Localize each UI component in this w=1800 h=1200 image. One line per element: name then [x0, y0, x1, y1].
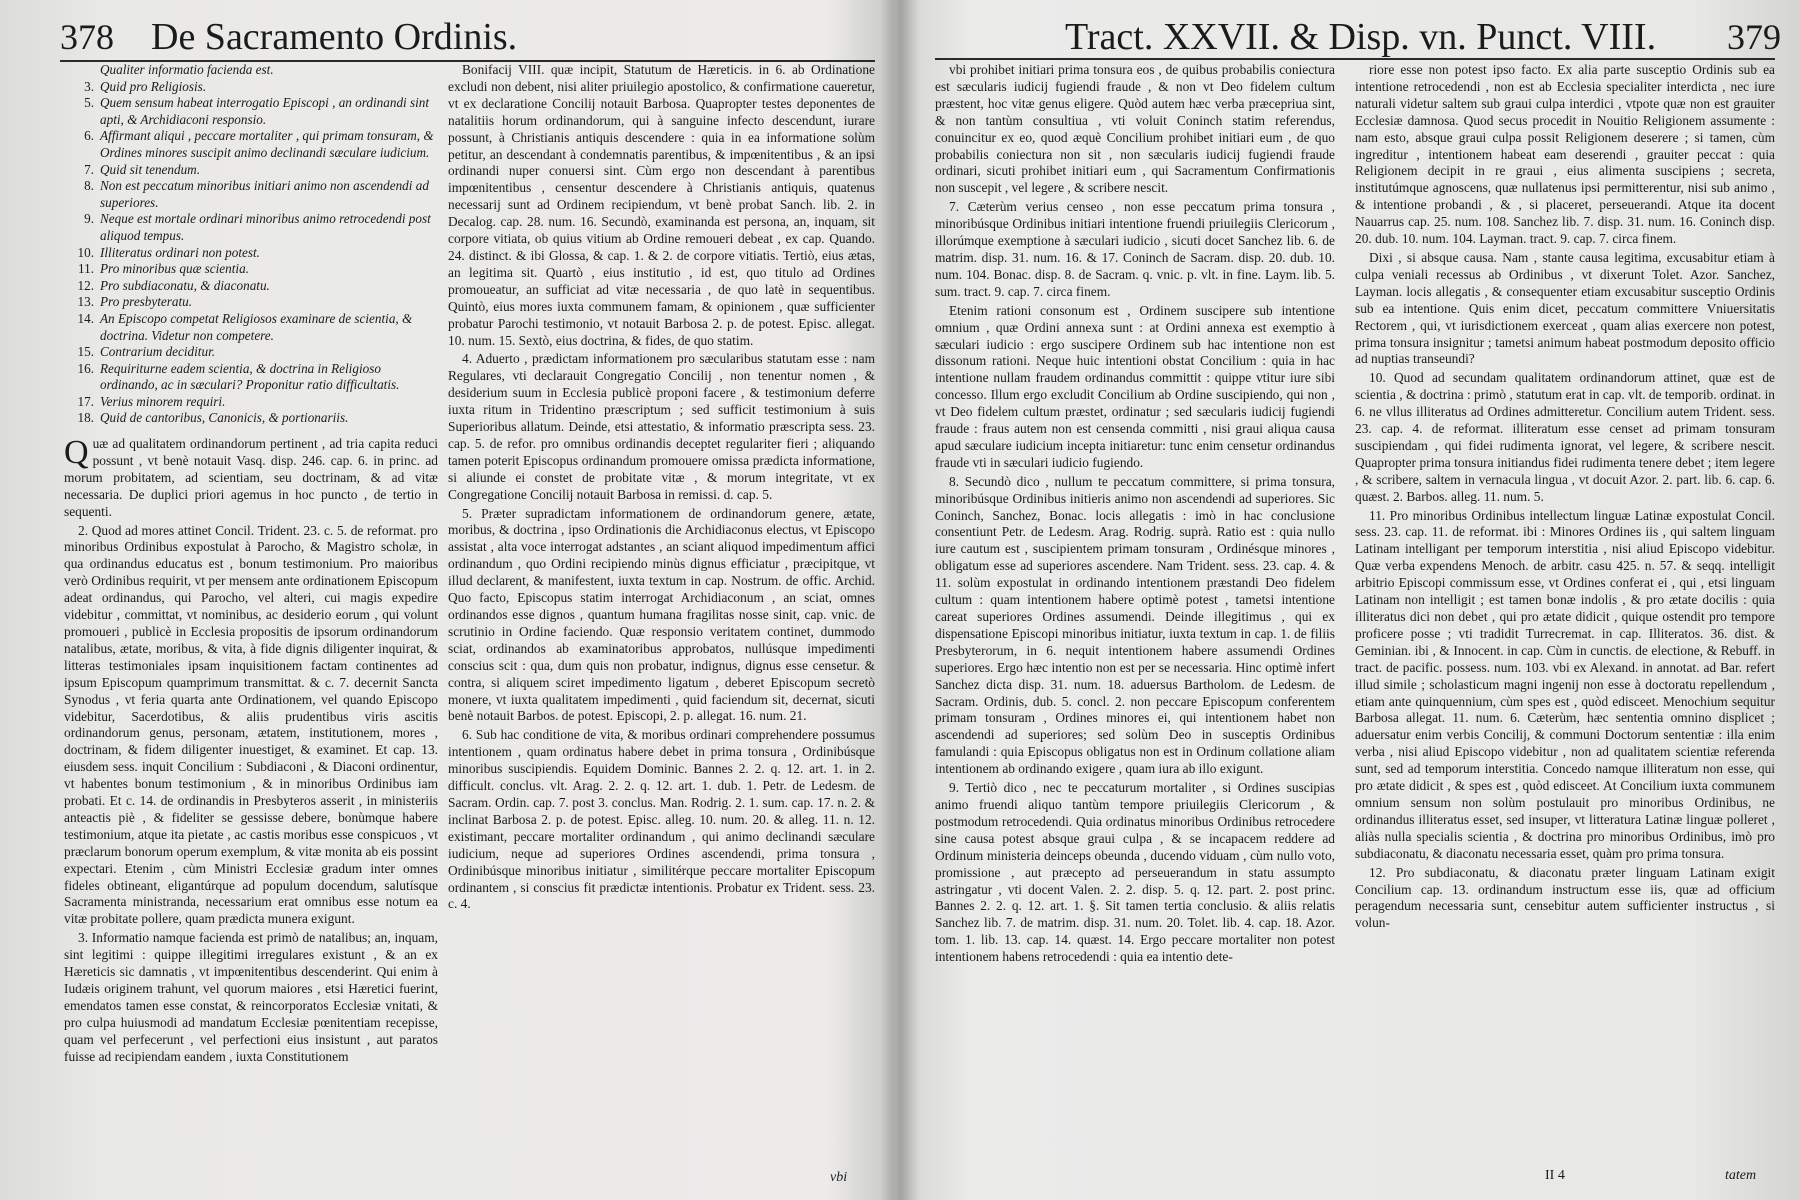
summary-entry — [58, 361, 438, 394]
summary-entry-number: 13. — [77, 294, 94, 310]
paragraph: 8. Secundò dico , nullum te peccatum committere, si prima tonsura, minoribúsque Ordinibus initieris animo non ascendendi ad superiores. Sic Coninch, Sanchez, Bonac. locis allegatis : imò in hac conclusione consentiunt Petr. de Ledesm. Arag. Rodrig. suprà. Ratio est : quia nullo iure cautum est , suscipientem primam tonsuram , Ordinésque minores , obligatum esse ad superiores ascendere. Nam Trident. sess. 23. cap. 4. & 11. solùm expostulat in ordinando intentionem præstandi Deo fidelem cultum : quam intentionem habere optimè potest , tametsi intentione careat superiores Ordines assumendi. Deinde illegitimus , qui ex dispensatione Episcopi minoribus initiatur, iuxta textum in cap. 1. de filiis Presbyterorum, in 6. nequit intentionem habere assumendi Ordines superiores. Ergo hæc intentio non est per se necessaria. Hinc optimè infert Sanchez dicta disp. 31. num. 18. aduersus Bartholom. de Ledesm. de Sacram. Ordinis, dub. 5. concl. 2. non peccare Episcopum conferentem primam tonsuram , Ordines minores ei, qui intentionem habet non ascendendi ad superiores; sed solùm Deo in susceptis Ordinibus famulandi : quia Episcopus obligatus non est in Ordinum collatione aliam intentionem ab ordinando exigere , quam iura ab illo exigunt. — [935, 473, 1335, 777]
left-page-number: 378 — [60, 17, 114, 57]
right-column-1 — [935, 62, 1335, 1180]
left-page — [0, 0, 895, 1200]
summary-entry-number: 6. — [84, 128, 94, 144]
summary-entry-text: Pro minoribus quæ scientia. — [100, 261, 249, 277]
summary-entry-text: Pro presbyteratu. — [100, 294, 193, 310]
summary-entry — [58, 261, 438, 278]
summary-entry — [58, 344, 438, 361]
paragraph: 12. Pro subdiaconatu, & diaconatu præter linguam Latinam exigit Concilium cap. 13. ordinandum instructum esse iis, quæ ad officium peragendum necessaria sunt, censebitur autem sufficienter instructus , si volun- — [1355, 864, 1775, 931]
right-column-2 — [1355, 62, 1775, 1167]
summary-entry — [58, 178, 438, 211]
summary-entry-text: Quem sensum habeat interrogatio Episcopi , an ordinandi sint apti, & Archidiaconi responsio. — [100, 95, 430, 127]
paragraph: 7. Cæterùm verius censeo , non esse peccatum prima tonsura , minoribúsque Ordinibus initiari intentione fruendi priuilegiis Clericorum , illorúmque exemptione à sæculari iudicio , sicuti docet Sanchez lib. 6. de matrim. disp. 31. num. 16. & 17. Coninch de Sacram. disp. 20. dub. 10. num. 104. Bonac. disp. 8. de Sacram. q. vnic. p. vlt. in fine. Laym. lib. 5. sum. tract. 9. cap. 7. circa finem. — [935, 199, 1335, 299]
summary-entry-number: 17. — [77, 393, 94, 409]
paragraph: Bonifacij VIII. quæ incipit, Statutum de Hæreticis. in 6. ab Ordinatione excludi non debent, nisi aliter priuilegio apostolico, & confirmatione caueretur, vt ex declaratione Concilij notauit Barbosa. Quapropter testes deponentes de natalitiis horum ordinandorum, qui à sanguine infecto descendunt, iurare possunt, à Christianis antiquis descendere : quia in ea informatione solùm petitur, an descendant à condemnatis parentibus, & impœnitentibus , & an ipsi ordinandi nuper conuersi sint. Cùm ergo non descendant à parentibus impœnitentibus , censentur descendere à Christianis antiquis, quatenus necessarij sunt ad Ordinem recipiendum, vt benè probat Sanch. lib. 2. in Decalog. cap. 28. num. 16. Secundò, examinanda est persona, an, inquam, sit corpore vitiata, ob quius vitium ab Ordine remoueri debeat , ex cap. Quando. 24. distinct. & ibi Glossa, & cap. 1. & 2. de corpore vitiatis. Tertiò, eius ætas, an legitima sit. Quartò , eius institutio , id est, quo titulo ad Ordines promoueatur, an sufficiat ad vitæ necessaria , de quo latè in sequentibus. Quintò, eius mores iuxta communem famam, & opinionem , quæ sufficienter probatur Parochi testimonio, vt notauit Barbosa 2. p. de potest. Episc. allegat. 10. num. 15. Sextò, eius doctrina, & fides, de quo statim. — [448, 62, 875, 348]
summary-entry-text: An Episcopo competat Religiosos examinare de scientia, & doctrina. Videtur non competere. — [100, 310, 413, 343]
summary-entry-text: Affirmant aliqui , peccare mortaliter , qui primam tonsuram, & Ordines minores suscipit animo declinandi sæculare iudicium. — [100, 128, 434, 160]
summary-entry — [58, 128, 438, 161]
summary-entry — [58, 311, 438, 344]
left-column-2 — [448, 62, 875, 1170]
paragraph: 3. Informatio namque facienda est primò de natalibus; an, inquam, sint legitimi : quippe illegitimi irregulares existunt , & an ex Hæreticis sic damnatis , vt impœnitentibus descenderint. Qui enim à Iudæis originem trahunt, vel quorum maiores , etsi Hæretici fuerint, emendatos tamen esse constat, & reincorporatos Ecclesiæ vnitati, & pro culpa huiusmodi ad mandatum Ecclesiæ pœnitentiam recepisse, quam vel perfecerunt , vel perfectioni eius insistunt , aut paratos fuisse ad recipiendam eandem , iuxta Constitutionem — [64, 930, 438, 1064]
summary-entry-number: 8. — [84, 178, 94, 194]
left-catchword: vbi — [830, 1170, 848, 1185]
right-header-rule — [935, 58, 1775, 60]
paragraph: 10. Quod ad secundam qualitatem ordinandorum attinet, quæ est de scientia , & doctrina : primò , statutum erat in cap. vlt. de temporib. ordinat. in 6. ne vllus illiteratus ad Ordines admitteretur. Concilium autem Trident. sess. 23. cap. 4. de reformat. illiteratum esse censet ad primam tonsuram suscipiendam , qui fidei rudimenta ignorat, vel legere, & scribere nescit. Quapropter prima tonsura initiandus fidei rudimenta tenere debet ; item legere , & scribere, saltem in vernacula lingua , vt docuit Azor. 2. part. lib. 6. cap. 6. quæst. 2. Barbos. alleg. 11. num. 5. — [1355, 370, 1775, 504]
summary-entry — [58, 62, 438, 79]
summary-entry-text: Quid de cantoribus, Canonicis, & portionariis. — [100, 410, 349, 426]
right-signature-mark: II 4 — [1545, 1168, 1565, 1183]
summary-entry-number: 12. — [77, 277, 94, 293]
summary-entry-number: 3. — [84, 78, 94, 94]
left-column-1 — [64, 436, 438, 1182]
summary-entry-number: 5. — [84, 95, 94, 111]
right-page — [905, 0, 1800, 1200]
summary-entry-number: 9. — [84, 211, 94, 227]
left-running-title: De Sacramento Ordinis. — [151, 16, 518, 58]
summary-entry — [58, 79, 438, 96]
summary-entry — [58, 278, 438, 295]
paragraph: 9. Tertiò dico , nec te peccaturum mortaliter , si Ordines suscipias animo fruendi aliquo tantùm tempore priuilegiis Clericorum , & postmodum retrocedendi. Quia ordinatus minoribus Ordinibus retrocedere sine causa potest absque graui culpa , & se incapacem reddere ad Ordinum ministeria deinceps obeunda , ducendo viduam , cùm nullo voto, promissione , aut præcepto ad perseuerandum in statu assumpto astringatur , vti docent Valen. 2. 2. disp. 5. q. 12. part. 2. post princ. Bannes 2. 2. q. 12. art. 1. §. Sit tamen tertia conclusio. & aliis relatis Sanchez lib. 7. de matrim. disp. 31. num. 20. Tolet. lib. 4. cap. 18. Azor. tom. 1. lib. 13. cap. 14. quæst. 14. Ergo peccare mortaliter non potest intentionem habens retrocedendi : quia ea intentio dete- — [935, 780, 1335, 965]
summary-entry — [58, 410, 438, 427]
paragraph: riore esse non potest ipso facto. Ex alia parte susceptio Ordinis sub ea intentione retrocedendi , non est ab Ecclesia specialiter interdicta , nec iure naturali videtur saltem sub graui culpa interdici , vtpote quæ non est grauiter Ecclesiæ damnosa. Quod secus procedit in Nouitio Religionem assumente : nam esto, absque graui culpa possit Religionem deserere ; si tamen, cùm ingreditur , intentionem habeat eam deserendi , grauiter peccat : quia Religionem decipit in re graui , eius alimenta suscipiens ; secreta, institutúmque agnoscens, quæ nullatenus ipsi permitterentur, nisi sub animo , & intentione probandi , & , si placeret, perseuerandi. Atque ita docent Nauarrus cap. 25. num. 108. Sanchez lib. 7. disp. 31. num. 16. Coninch disp. 20. dub. 10. num. 104. Layman. tract. 9. cap. 7. circa finem. — [1355, 62, 1775, 247]
paragraph: 5. Præter supradictam informationem de ordinandorum genere, ætate, moribus, & doctrina , ipso Ordinationis die Archidiaconus electus, vt Episcopo assistat , alta voce interrogat adstantes , an sciant aliquod impedimentum affici ordinandum , quo Ordini recipiendo minùs dignus efficiatur , præcipitque, vt illud declarent, & manifestent, iuxta textum in cap. Nostrum. de offic. Archid. Quo facto, Episcopus statim interrogat Archidiaconum , an sciat, omnes ordinandos esse dignos , quantum humana fragilitas nosse sinit, cap. vnic. de scrutinio in Ordine faciendo. Quæ responsio veritatem continet, dummodo sciat, ordinandos ab examinatoribus approbatos, nullúsque impedimenti conscius scit : qua, dum quis non probatur, indignus, dignus esse censetur. & contra, si aliquem sciret impedimento ligatum , deberet Episcopum secretò monere, vt iuxta qualitatem impedimenti , quid faciendum sit, decernat, sicuti benè notauit Barbos. de potest. Episcopi, 2. p. allegat. 16. num. 21. — [448, 505, 875, 724]
summary-entry-text: Verius minorem requiri. — [100, 393, 226, 409]
summary-list — [58, 62, 438, 432]
summary-entry-text: Contrarium deciditur. — [100, 344, 216, 360]
paragraph: 11. Pro minoribus Ordinibus intellectum linguæ Latinæ expostulat Concil. sess. 23. cap. 11. de reformat. ibi : Minores Ordines iis , qui saltem linguam Latinam intelligant per temporum interstitia , nisi aliud Episcopo videbitur. Quæ verba expendens Menoch. de arbitr. casu 425. n. 57. & seqq. intelligit arbitrio Episcopi commissum esse, vt Ordines conferat ei , qui , etsi linguam Latinam non intelligit ; est tamen bonæ indolis , & pro ætate docilis : quia illiteratus dici non debet , qui pro ætate didicit , quique ostendit pro tempore proficere posse ; vti tradidit Turrecremat. in cap. Illiteratos. 36. dist. & Geminian. ibi , & Innocent. in cap. Cùm in cunctis. de electione, & Rebuff. in tract. de pacific. possess. num. 103. vbi ex Alexand. in annotat. ad Bar. refert illud simile ; scholasticum magni ingenij non esse à doctoratu repellendum , etiam ante quinquennium, cùm spes est , quòd edisceet. Menochium sequitur Barbosa allegat. 11. num. 6. Cæterùm, hæc sententia omnino displicet ; aduersatur enim verbis Concilij, & communi Doctorum sententiæ : illa enim verba , nisi aliud Episcopo videbitur , non ad qualitatem scientiæ referenda sunt, sed ad temporum interstitia. Concedo namque illiteratum non esse, qui pro ætate didicit , & spes est , quòd edisceet. At Concilium iuxta communem omnium sensum non solùm postulauit pro minoribus Ordinibus, ne ordinandus illiteratus esset, sed insuper, vt litteratura Latinæ linguæ polleret , aliàs nulla specialis scientia , & doctrina pro minoribus Ordinibus, imò pro subdiaconatu, & diaconatu necessaria esset, quàm pro prima tonsura. — [1355, 507, 1775, 861]
paragraph: 4. Aduerto , prædictam informationem pro sæcularibus statutam esse : nam Regulares, vti declarauit Congregatio Concilij , non tenentur nomen , & desiderium suum in Ecclesia publicè proponi facere , & testimonium deferre iuxta ritum in Tridentino præscriptum ; sed sufficit testimonium à suis Superioribus allatum. Deinde, etsi attestatio, & informatio præscripta sess. 23. cap. 5. de refor. pro omnibus ordinandis deceptet regulariter fieri ; aliquando tamen poterit Episcopus ordinandum promouere omissa prædicta informatione, si aliunde ei constet de probitate vitæ , & morum integritate, vt ex Congregatione Concilij notauit Barbosa in remissi. d. cap. 5. — [448, 351, 875, 502]
summary-entry-number — [58, 62, 100, 79]
summary-entry-text: Illiteratus ordinari non potest. — [100, 244, 260, 260]
right-catchword: tatem — [1725, 1168, 1757, 1183]
paragraph: Quæ ad qualitatem ordinandorum pertinent , ad tria capita reduci possunt , vt benè notauit Vasq. disp. 246. cap. 6. in princ. ad morum probitatem, ad scientiam, seu doctrinam, & ad vitæ necessaria. De duplici priori agemus in hoc puncto , de tertio in sequenti. — [64, 436, 438, 519]
summary-entry-text: Requiriturne eadem scientia, & doctrina in Religioso ordinando, ac in sæculari? Proponitur ratio difficultatis. — [100, 360, 400, 393]
paragraph: Etenim rationi consonum est , Ordinem suscipere sub intentione omnium , quæ Ordini annexa sunt : at Ordini annexa est exemptio à sæculari iudicio : ergo suscipere Ordinem sub hac intentione non est dissonum rationi. Neque huic intentioni obstat Concilium : quia in hac intentione nullam fraudem ordinandus committit : quippe vtitur iure sibi concesso. Illum ergo excludit Concilium ab Ordine suscipiendo, qui non , vt Deo fidelem cultum præstet, ordinatur ; sed sæcularis iudicij fugiendi fraude : fraus autem non est censenda committi , nisi graui aliqua causa apud sæculare iudicium incepta initiaretur: tunc enim censetur ordinandus fraude vti in sæculari iudicio fugiendo. — [935, 302, 1335, 470]
right-header — [1065, 14, 1656, 60]
summary-entry-number: 7. — [84, 161, 94, 177]
summary-entry-text: Neque est mortale ordinari minoribus animo retrocedendi post aliquod tempus. — [100, 211, 431, 243]
summary-entry-number: 10. — [77, 244, 94, 260]
summary-entry-number: 14. — [77, 310, 94, 326]
right-page-number: 379 — [1727, 17, 1781, 57]
summary-entry-text: Pro subdiaconatu, & diaconatu. — [100, 277, 270, 293]
summary-entry-number: 16. — [77, 360, 94, 376]
right-running-title: Tract. XXVII. & Disp. vn. Punct. VIII. — [1065, 16, 1657, 58]
summary-entry — [58, 95, 438, 128]
paragraph: 2. Quod ad mores attinet Concil. Trident. 23. c. 5. de reformat. pro minoribus Ordinibus expostulat à Parocho, & Magistro scholæ, in qua ordinandus educatus est , bonum testimonium. Pro maioribus verò Ordinibus requirit, vt per mensem ante ordinationem Episcopum adeat ordinandus, qui Parocho, vel alteri, cui magis expedire videbitur , committat, vt nominibus, ac desiderio eorum , qui volunt promoueri , publicè in Ecclesia propositis de ipsorum ordinandorum natalibus, ætate, moribus, & vita, à fide dignis diligenter inquirat, & litteras testimoniales ipsam inquisitionem factam continentes ad ipsum Episcopum quamprimum transmittat. & c. 7. decernit Sancta Synodus , vt feria quarta ante Ordinationem, vel quando Episcopo videbitur, Sacerdotibus, & aliis prudentibus viris ascitis ordinandorum genus, personam, ætatem, institutionem, mores , doctrinam, & fidem diligenter inuestiget, & examinet. Et cap. 13. eiusdem sess. inquit Concilium : Subdiaconi , & Diaconi ordinentur, vt habentes bonum testimonium , & in minoribus Ordinibus iam probati. Et c. 14. de ordinandis in Presbyteros asserit , in ministeriis anteactis piè , & fideliter se gessisse debere, bonùmque habere testimonium, atque ita pietate , ac castis moribus esse conspicuos , vt præclarum bonorum operum exemplum, & vitæ monita ab eis possint expectari. Etenim , cùm Ministri Ecclesiæ gradum inter omnes fideles obtineant, eligantúrque ad populum docendum, salutísque Sacramenta ministranda, necessarium erat omnibus esse notum ea vitæ probitate pollere, quam prædicta munera exigunt. — [64, 522, 438, 927]
summary-entry-text: Qualiter informatio facienda est. — [100, 62, 274, 77]
left-header — [60, 14, 517, 60]
summary-entry-text: Non est peccatum minoribus initiari animo non ascendendi ad superiores. — [100, 178, 429, 210]
paragraph: 6. Sub hac conditione de vita, & moribus ordinari comprehendere possumus intentionem , quam ordinatus habere debet in prima tonsura , Ordinibúsque minoribus suscipiendis. Equidem Dominic. Bannes 2. 2. q. 12. art. 1. in 2. difficult. conclus. vlt. Arag. 2. 2. q. 12. art. 1. dub. 1. Petr. de Ledesm. de Sacram. Ordin. cap. 7. post 3. conclus. Man. Rodrig. 2. 1. sum. cap. 17. n. 2. & inclinat Barbosa 2. p. de potest. Episc. alleg. 10. num. 20. & alleg. 11. n. 12. existimant, peccare mortaliter ordinandum , qui animo declinandi sæculare iudicium, neque ad superiores Ordines ascendendi, prima tonsura , Ordinibúsque minoribus initiatur , similitérque peccare mortaliter Episcopum ordinantem , si conscius fit prædictæ intentionis. Probatur ex Trident. sess. 23. c. 4. — [448, 727, 875, 912]
summary-entry-number: 11. — [78, 261, 94, 277]
summary-entry — [58, 162, 438, 179]
summary-entry-number: 18. — [77, 410, 94, 426]
summary-entry-text: Quid sit tenendum. — [100, 161, 200, 177]
summary-entry-text: Quid pro Religiosis. — [100, 78, 207, 94]
summary-entry-number: 15. — [77, 344, 94, 360]
paragraph: vbi prohibet initiari prima tonsura eos , de quibus probabilis coniectura est sæcularis iudicij fugiendi fraude , & non vt Deo fidelem cultum præstent, hoc vitæ genus eligere. Quòd autem hæc verba præcepriua sint, & non tantùm consultiua , vti voluit Coninch statim referendus, conuincitur ex eo, quod æquè Concilium prohibet initiari eum , de quo probabilis coniectura non sit , non sæcularis iudicij fugiendi fraude ordinari, sicuti prohibet initiari eum , qui Sacramentum Confirmationis non suscepit , vel legere , & scribere nescit. — [935, 62, 1335, 196]
summary-entry — [58, 394, 438, 411]
drop-cap: Q — [64, 436, 89, 471]
paragraph: Dixi , si absque causa. Nam , stante causa legitima, excusabitur etiam à culpa veniali recessus ab Ordinibus , vt dixerunt Tolet. Azor. Sanchez, Layman. locis allegatis , & consequenter etiam excusabitur susceptio Ordinis sub ea intentione. Quis enim dicet, peccatum committere Vniuersitatis Rectorem , qui, vt iurisdictionem exerceat , quam alias exercere non potest, prima tonsura insignitur ; tametsi animum habeat postmodum deposito officio ad nuptias transeundi? — [1355, 249, 1775, 367]
summary-entry — [58, 294, 438, 311]
summary-entry — [58, 211, 438, 244]
summary-entry — [58, 245, 438, 262]
